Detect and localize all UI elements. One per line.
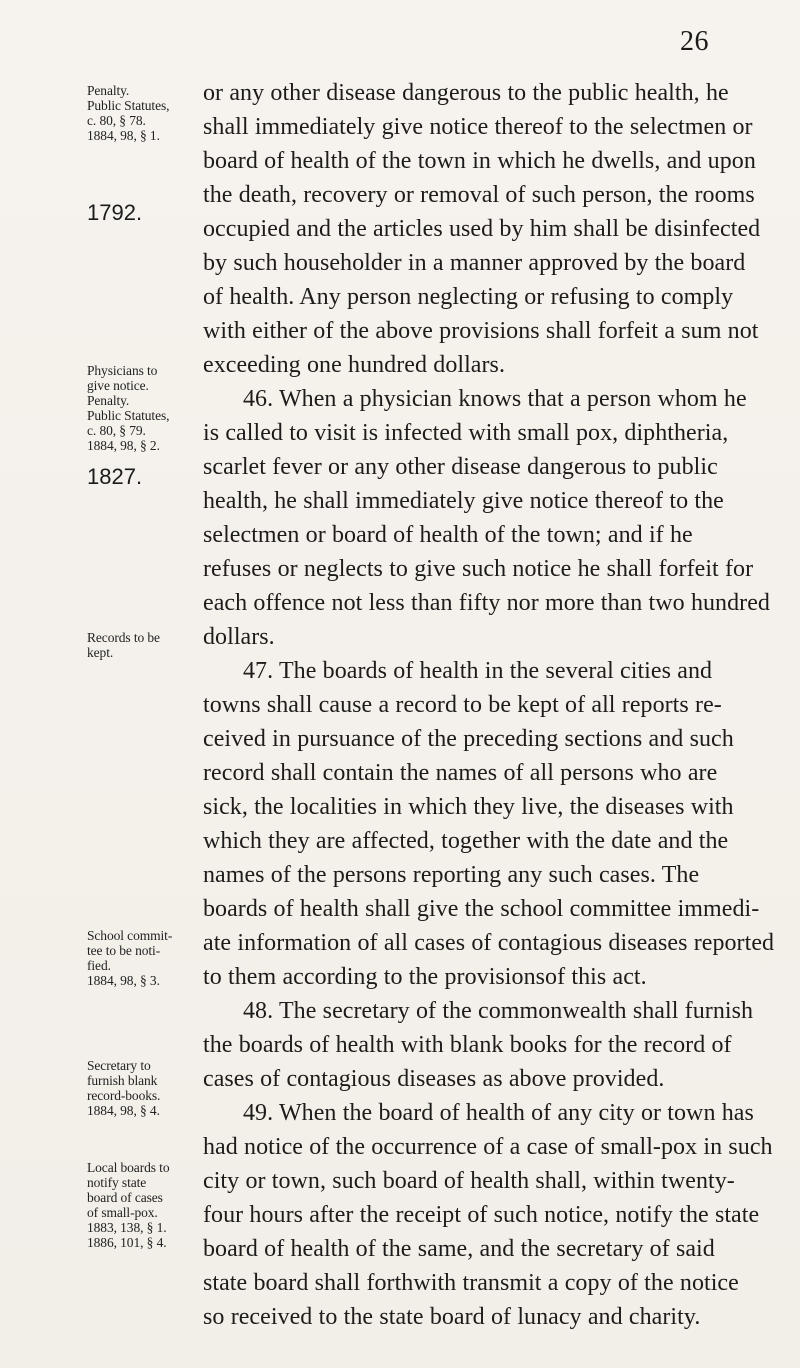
margin-note-line: Local boards to <box>87 1160 170 1175</box>
margin-note-line: record-books. <box>87 1088 161 1103</box>
margin-note-line: 1884, 98, § 3. <box>87 973 160 988</box>
section-47 <box>203 654 775 994</box>
text-line: selectmen or board of health of the town; and if he <box>203 522 693 548</box>
text-line: shall immediately give notice thereof to the selectmen or <box>203 114 753 140</box>
section-heading-line: 46. When a physician knows that a person whom he <box>243 386 747 412</box>
text-line: of health. Any person neglecting or refusing to comply <box>203 284 734 310</box>
margin-note-line: 1886, 101, § 4. <box>87 1235 167 1250</box>
margin-note-line: of small-pox. <box>87 1205 158 1220</box>
text-line: boards of health shall give the school committee immedi- <box>203 896 760 922</box>
text-line: or any other disease dangerous to the public health, he <box>203 80 729 106</box>
text-line: the boards of health with blank books for the record of <box>203 1032 732 1058</box>
text-line: each offence not less than fifty nor more than two hundred <box>203 590 770 616</box>
text-line: to them according to the provisionsof this act. <box>203 964 647 990</box>
margin-note-line: 1884, 98, § 1. <box>87 128 160 143</box>
text-line: occupied and the articles used by him shall be disinfected <box>203 216 761 242</box>
margin-note-line: tee to be noti- <box>87 943 161 958</box>
text-line: is called to visit is infected with small pox, diphtheria, <box>203 420 729 446</box>
text-line: four hours after the receipt of such notice, notify the state <box>203 1202 760 1228</box>
margin-note-line: c. 80, § 78. <box>87 113 146 128</box>
margin-note-line: furnish blank <box>87 1073 158 1088</box>
margin-note-line: Physicians to <box>87 363 158 378</box>
text-line: health, he shall immediately give notice thereof to the <box>203 488 724 514</box>
margin-note-line: Penalty. <box>87 83 130 98</box>
margin-note-line: 1884, 98, § 2. <box>87 438 160 453</box>
text-line: city or town, such board of health shall, within twenty- <box>203 1168 735 1194</box>
margin-note-secretary <box>87 1058 201 1118</box>
margin-note-physicians <box>87 363 201 453</box>
text-line: had notice of the occurrence of a case of small-pox in such <box>203 1134 773 1160</box>
margin-note-penalty <box>87 83 201 143</box>
margin-year-1792: 1792. <box>87 200 143 225</box>
margin-note-school-committee <box>87 928 201 988</box>
margin-note-line: Records to be <box>87 630 160 645</box>
margin-note-local-boards <box>87 1160 201 1250</box>
text-line: exceeding one hundred dollars. <box>203 352 505 378</box>
section-48 <box>203 994 754 1096</box>
margin-note-line: kept. <box>87 645 114 660</box>
text-line: ceived in pursuance of the preceding sections and such <box>203 726 734 752</box>
margin-note-line: board of cases <box>87 1190 163 1205</box>
text-line: dollars. <box>203 624 275 650</box>
section-49 <box>203 1096 773 1334</box>
text-line: scarlet fever or any other disease dangerous to public <box>203 454 718 480</box>
margin-note-line: 1883, 138, § 1. <box>87 1220 167 1235</box>
margin-note-line: c. 80, § 79. <box>87 423 146 438</box>
text-line: towns shall cause a record to be kept of all reports re- <box>203 692 722 718</box>
margin-note-line: Public Statutes, <box>87 98 170 113</box>
text-line: names of the persons reporting any such cases. The <box>203 862 700 888</box>
margin-note-line: fied. <box>87 958 111 973</box>
text-line: cases of contagious diseases as above provided. <box>203 1066 665 1092</box>
margin-note-line: Penalty. <box>87 393 130 408</box>
section-46 <box>203 382 770 654</box>
margin-note-line: School commit- <box>87 928 173 943</box>
text-line: which they are affected, together with the date and the <box>203 828 729 854</box>
paragraph-continuation <box>203 76 761 382</box>
page-number: 26 <box>680 26 709 57</box>
text-line: sick, the localities in which they live, the diseases with <box>203 794 734 820</box>
text-line: record shall contain the names of all persons who are <box>203 760 718 786</box>
text-line: refuses or neglects to give such notice he shall forfeit for <box>203 556 754 582</box>
text-line: with either of the above provisions shall forfeit a sum not <box>203 318 759 344</box>
margin-note-line: Secretary to <box>87 1058 151 1073</box>
margin-note-records <box>87 630 201 660</box>
text-line: so received to the state board of lunacy and charity. <box>203 1304 701 1330</box>
margin-note-line: notify state <box>87 1175 147 1190</box>
section-heading-line: 47. The boards of health in the several cities and <box>243 658 713 684</box>
text-line: board of health of the same, and the secretary of said <box>203 1236 715 1262</box>
margin-note-line: give notice. <box>87 378 149 393</box>
text-line: the death, recovery or removal of such person, the rooms <box>203 182 755 208</box>
text-line: state board shall forthwith transmit a copy of the notice <box>203 1270 739 1296</box>
text-line: by such householder in a manner approved by the board <box>203 250 746 276</box>
text-line: ate information of all cases of contagious diseases reported <box>203 930 775 956</box>
margin-note-line: Public Statutes, <box>87 408 170 423</box>
section-heading-line: 48. The secretary of the commonwealth shall furnish <box>243 998 754 1024</box>
margin-year-1827: 1827. <box>87 464 143 489</box>
margin-note-line: 1884, 98, § 4. <box>87 1103 160 1118</box>
section-heading-line: 49. When the board of health of any city or town has <box>243 1100 754 1126</box>
text-line: board of health of the town in which he dwells, and upon <box>203 148 756 174</box>
